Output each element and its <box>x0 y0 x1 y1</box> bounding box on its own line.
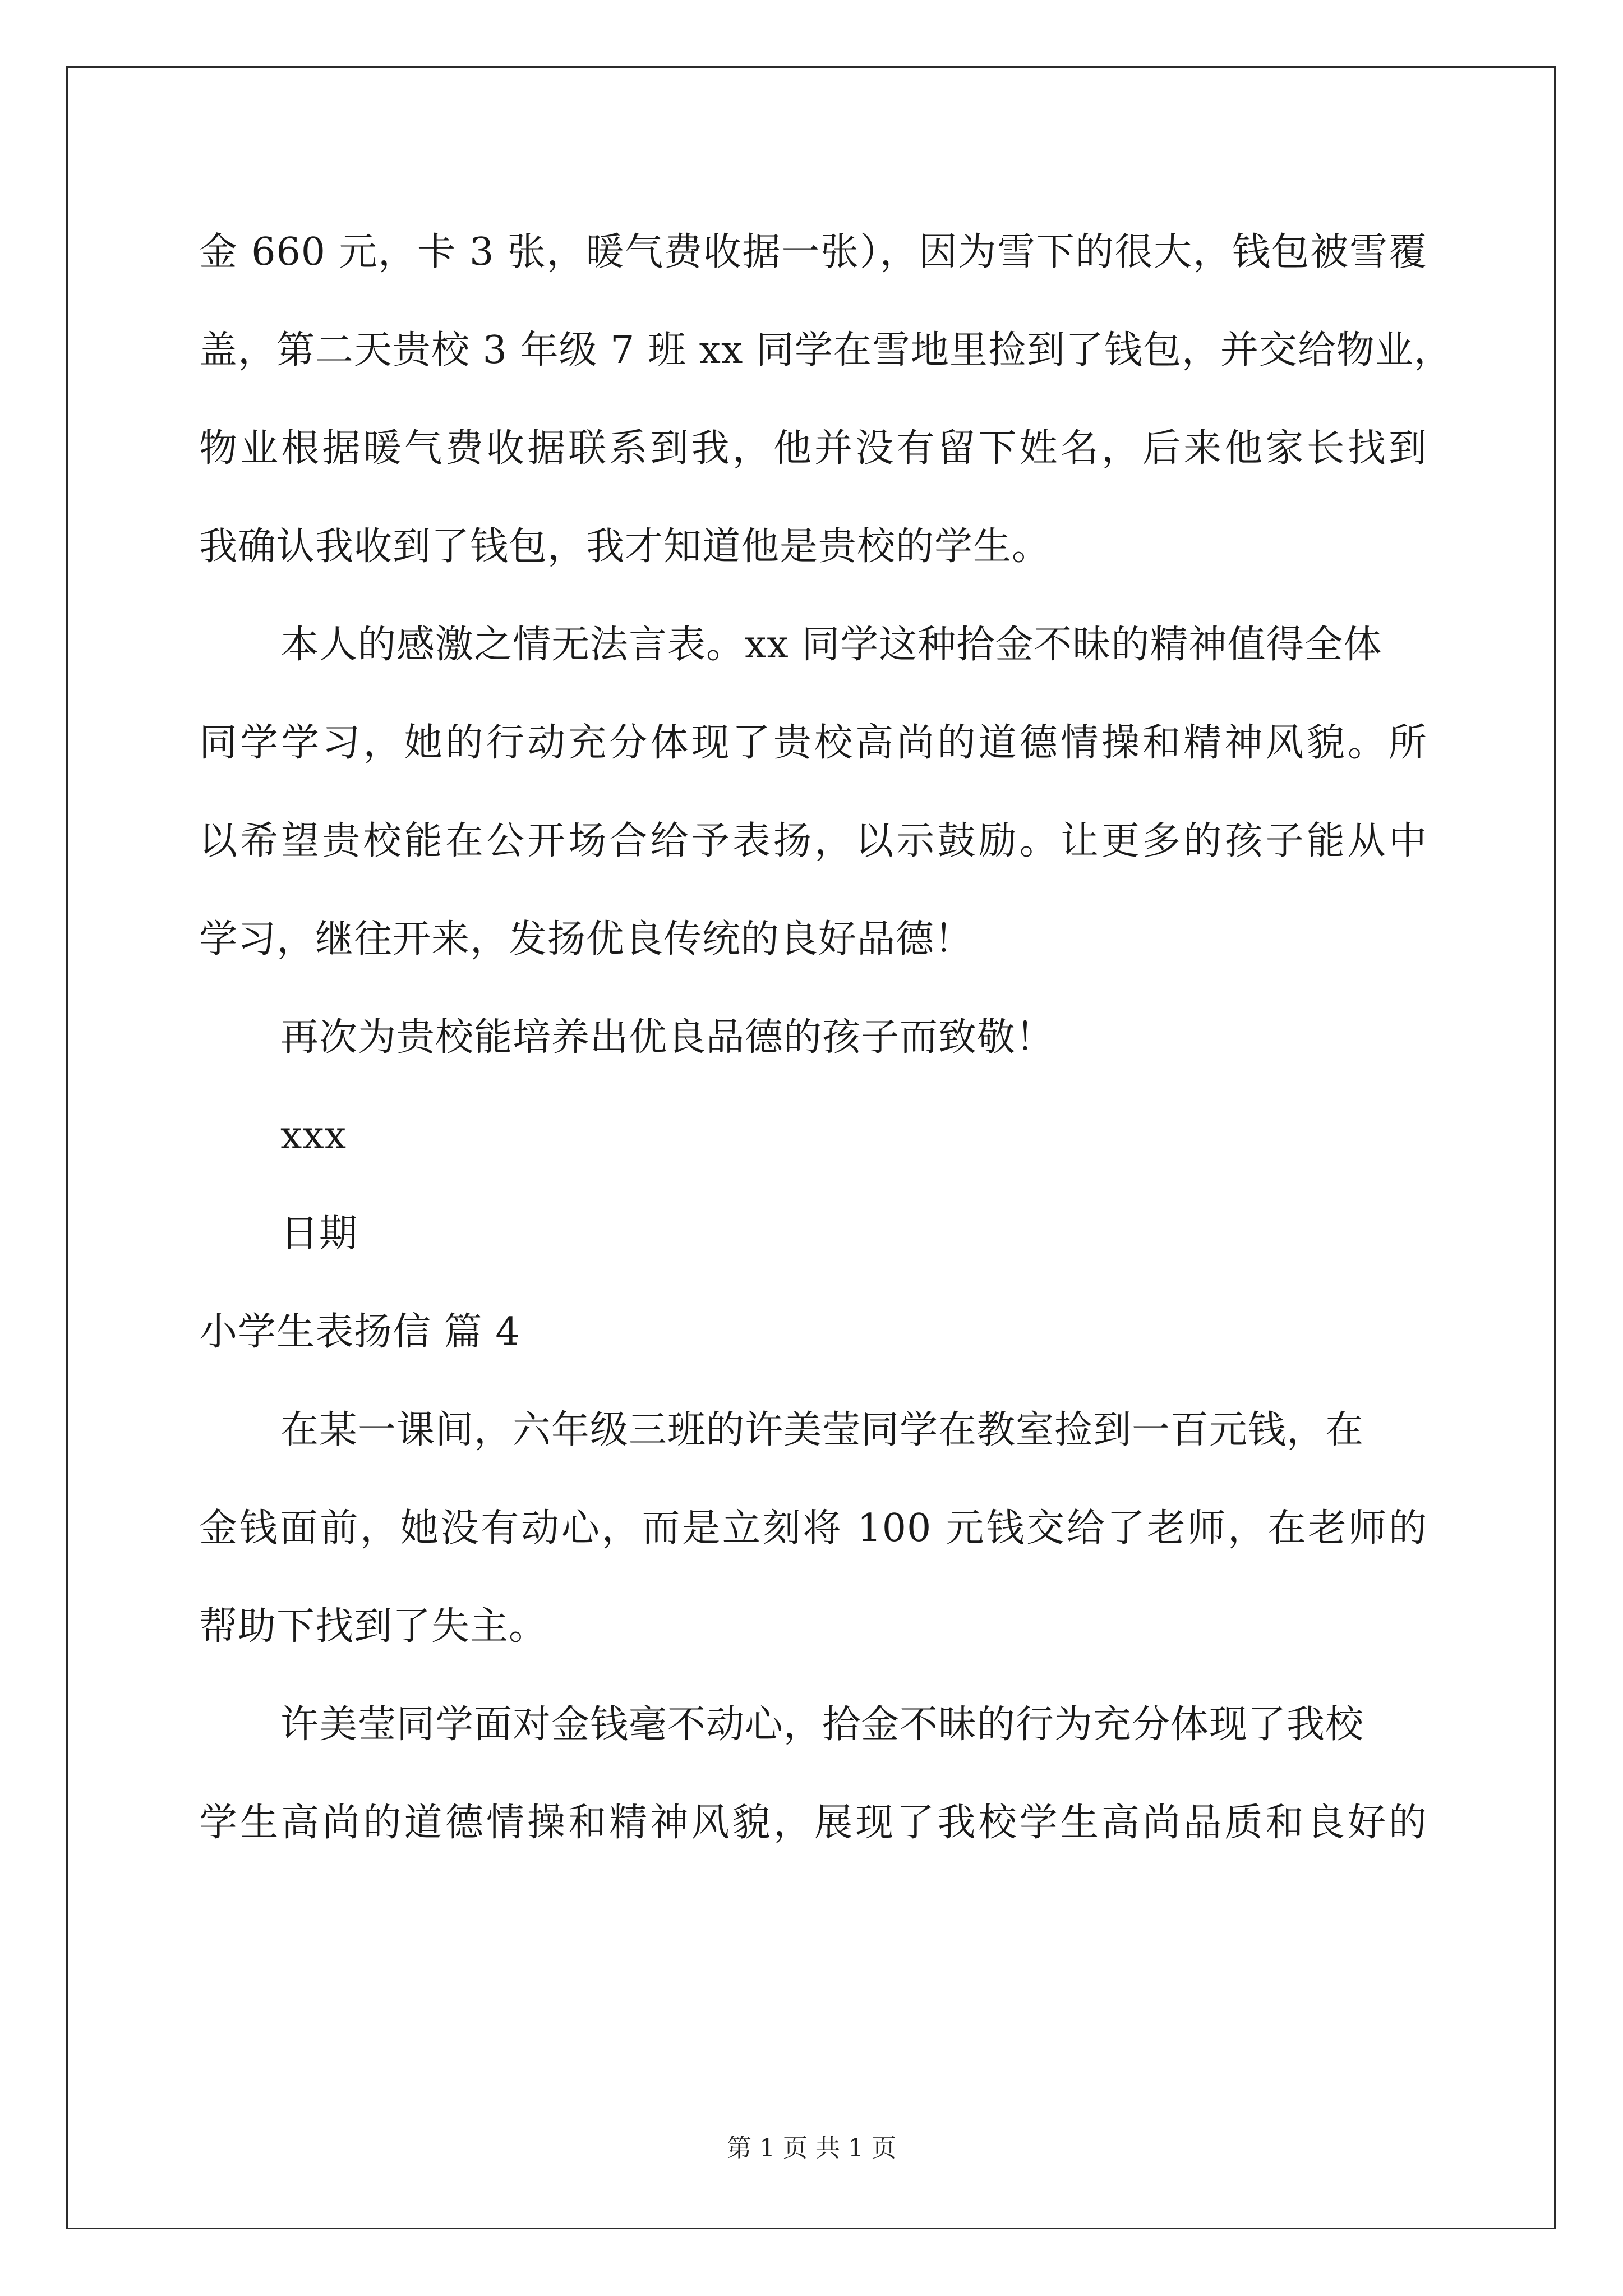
text-line: 学习，继往开来，发扬优良传统的良好品德！ <box>199 917 974 961</box>
closing-line: 再次为贵校能培养出优良品德的孩子而致敬！ <box>280 1015 1055 1060</box>
paragraph-start-line: 在某一课间，六年级三班的许美莹同学在教室捡到一百元钱，在 <box>280 1408 1364 1452</box>
text-line: 帮助下找到了失主。 <box>199 1604 548 1649</box>
section-heading: 小学生表扬信 篇 4 <box>199 1310 520 1354</box>
text-line: 金钱面前，她没有动心，而是立刻将 100 元钱交给了老师，在老师的 <box>199 1506 1427 1550</box>
text-line: 同学学习，她的行动充分体现了贵校高尚的道德情操和精神风貌。所 <box>199 721 1427 765</box>
text-line: 学生高尚的道德情操和精神风貌，展现了我校学生高尚品质和良好的 <box>199 1801 1427 1845</box>
text-line: 我确认我收到了钱包，我才知道他是贵校的学生。 <box>199 524 1051 569</box>
text-line: 盖，第二天贵校 3 年级 7 班 xx 同学在雪地里捡到了钱包，并交给物业， <box>199 328 1453 372</box>
text-line: 金 660 元，卡 3 张，暖气费收据一张），因为雪下的很大，钱包被雪覆 <box>199 230 1427 274</box>
signature: xxx <box>280 1114 347 1158</box>
page-number: 第 1 页 共 1 页 <box>727 2134 896 2162</box>
paragraph-start-line: 本人的感激之情无法言表。xx 同学这种拾金不昧的精神值得全体 <box>280 623 1382 667</box>
paragraph-start-line: 许美莹同学面对金钱毫不动心，拾金不昧的行为充分体现了我校 <box>280 1703 1364 1747</box>
text-line: 以希望贵校能在公开场合给予表扬，以示鼓励。让更多的孩子能从中 <box>199 819 1427 863</box>
text-line: 物业根据暖气费收据联系到我，他并没有留下姓名，后来他家长找到 <box>199 426 1427 471</box>
date-label: 日期 <box>280 1212 358 1256</box>
